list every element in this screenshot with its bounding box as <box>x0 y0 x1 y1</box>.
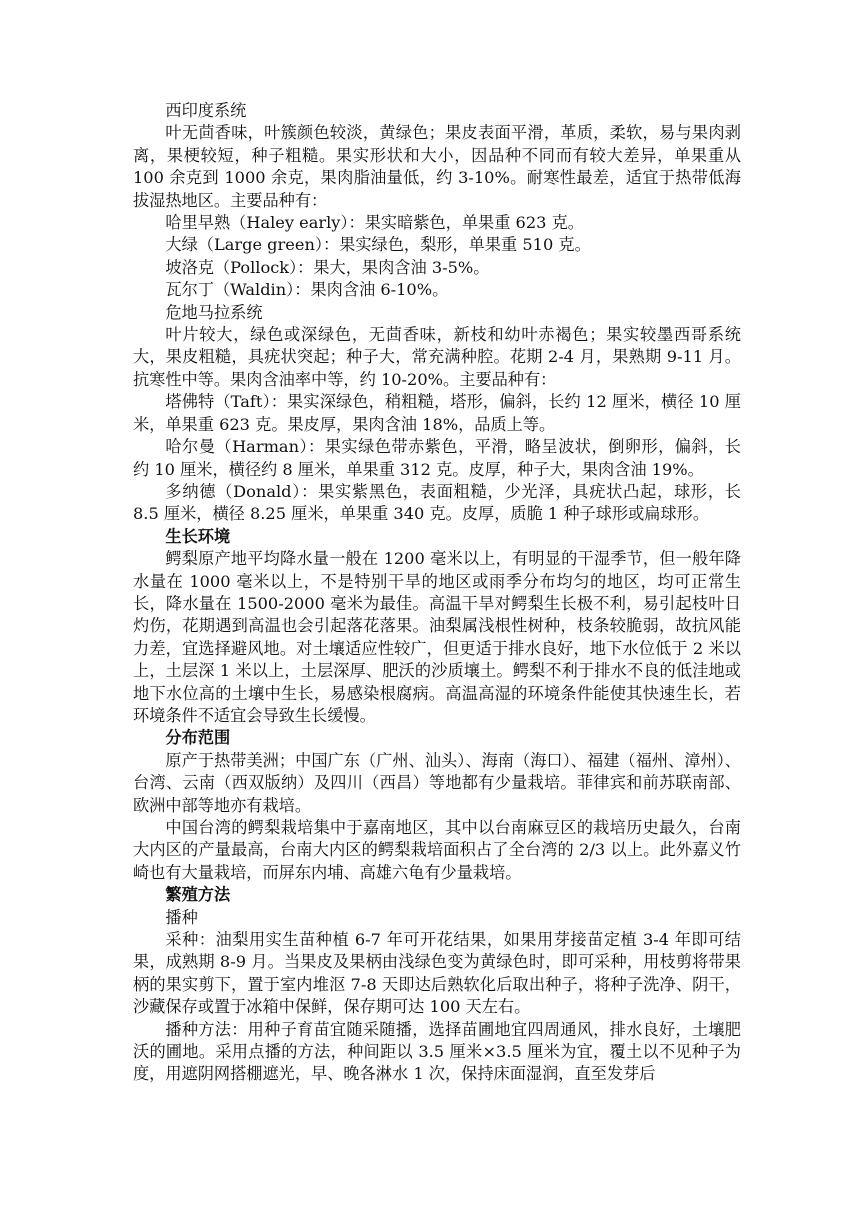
variety-taft: 塔佛特（Taft）：果实深绿色，稍粗糙，塔形，偏斜，长约 12 厘米，横径 10 厘米，单果重 623 克。果皮厚，果肉含油 18%，品质上等。 <box>133 392 741 434</box>
variety-large-green: 大绿（Large green）：果实绿色，梨形，单果重 510 克。 <box>165 235 591 255</box>
variety-haley-early: 哈里早熟（Haley early）：果实暗紫色，单果重 623 克。 <box>165 213 584 233</box>
paragraph-distribution: 原产于热带美洲；中国广东（广州、汕头）、海南（海口）、福建（福州、漳州）、台湾、云南（西双版纳）及四川（西昌）等地都有少量栽培。菲律宾和前苏联南部、欧洲中部等地亦有栽培。 <box>133 750 741 815</box>
heading-growth-environment: 生长环境 <box>165 526 231 546</box>
subheading-west-indian: 西印度系统 <box>165 101 247 120</box>
paragraph-growth-environment: 鳄梨原产地平均降水量一般在 1200 毫米以上，有明显的干湿季节，但一般年降水量在 1000 毫米以上，不是特别干旱的地区或雨季分布均匀的地区，均可正常生长，降水量在 1500-2000 毫米为最佳。高温干旱对鳄梨生长极不利，易引起枝叶日灼伤，花期遇到高温也会引起落花落果。油梨属浅根性树种，枝条较脆弱，故抗风能力差，宜选择避风地。对土壤适应性较广，但更适于排水良好，地下水位低于 2 米以上，土层深 1 米以上，土层深厚、肥沃的沙质壤土。鳄梨不利于排水不良的低洼地或地下水位高的土壤中生长，易感染根腐病。高温高湿的环境条件能使其快速生长，若环境条件不适宜会导致生长缓慢。 <box>133 549 741 725</box>
variety-pollock: 坡洛克（Pollock）：果大，果肉含油 3-5%。 <box>165 257 490 277</box>
variety-waldin: 瓦尔丁（Waldin）：果肉含油 6-10%。 <box>165 280 449 300</box>
heading-propagation: 繁殖方法 <box>165 885 231 905</box>
subheading-guatemalan: 危地马拉系统 <box>165 302 263 322</box>
variety-donald: 多纳德（Donald）：果实紫黑色，表面粗糙，少光泽，具疣状凸起，球形，长 8.5 厘米，横径 8.25 厘米，单果重 340 克。皮厚，质脆 1 种子球形或扁球形。 <box>133 481 741 524</box>
document-body <box>133 100 741 1086</box>
variety-harman: 哈尔曼（Harman）：果实绿色带赤紫色，平滑，略呈波状，倒卵形，偏斜，长约 10 厘米，横径约 8 厘米，单果重 312 克。皮厚，种子大，果肉含油 19%。 <box>133 437 741 479</box>
paragraph-sowing-method: 播种方法：用种子育苗宜随采随播，选择苗圃地宜四周通风，排水良好，土壤肥沃的圃地。采用点播的方法，种间距以 3.5 厘米×3.5 厘米为宜，覆土以不见种子为度，用遮阴网搭棚遮光，早、晚各淋水 1 次，保持床面湿润，直至发芽后 <box>133 1019 741 1084</box>
paragraph-seed-collection: 采种：油梨用实生苗种植 6-7 年可开花结果，如果用芽接苗定植 3-4 年即可结果，成熟期 8-9 月。当果皮及果柄由浅绿色变为黄绿色时，即可采种，用枝剪将带果柄的果实剪下，置于室内堆沤 7-8 天即达后熟软化后取出种子，将种子洗净、阴干，沙藏保存或置于冰箱中保鲜，保存期可达 100 天左右。 <box>133 930 741 1017</box>
subheading-sowing: 播种 <box>165 907 198 927</box>
paragraph-west-indian-desc: 叶无茴香味，叶簇颜色较淡，黄绿色；果皮表面平滑，革质，柔软，易与果肉剥离，果梗较短，种子粗糙。果实形状和大小，因品种不同而有较大差异，单果重从 100 余克到 1000 余克，果肉脂油量低，约 3-10%。耐寒性最差，适宜于热带低海拔湿热地区。主要品种有： <box>133 123 741 210</box>
paragraph-guatemalan-desc: 叶片较大，绿色或深绿色，无茴香味，新枝和幼叶赤褐色；果实较墨西哥系统大，果皮粗糙，具疣状突起；种子大，常充满种腔。花期 2-4 月，果熟期 9-11 月。抗寒性中等。果肉含油率中等，约 10-20%。主要品种有： <box>133 325 741 389</box>
heading-distribution: 分布范围 <box>165 728 231 748</box>
paragraph-taiwan-cultivation: 中国台湾的鳄梨栽培集中于嘉南地区，其中以台南麻豆区的栽培历史最久，台南大内区的产量最高，台南大内区的鳄梨栽培面积占了全台湾的 2/3 以上。此外嘉义竹崎也有大量栽培，而屏东内埔、高雄六龟有少量栽培。 <box>133 818 741 882</box>
